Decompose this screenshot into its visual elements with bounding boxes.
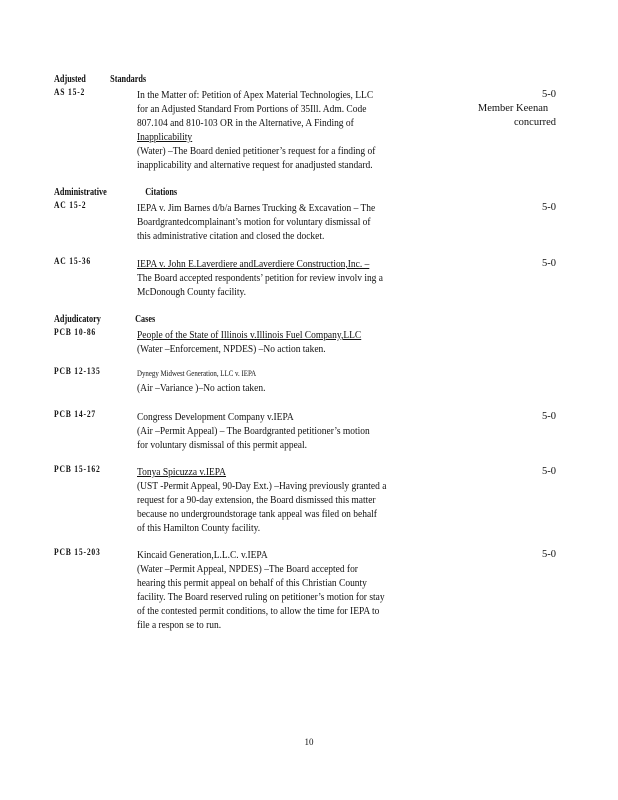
docket-number: PCB 12-135 — [54, 367, 101, 377]
vote-line: 5-0 — [542, 549, 556, 560]
case-line: of this Hamilton County facility. — [137, 522, 261, 534]
case-line: Dynegy Midwest Generation, LLC v. IEPA — [137, 369, 257, 378]
case-line: 807.104 and 810-103 OR in the Alternative, A Finding of — [137, 117, 354, 129]
docket-number: AC 15-2 — [54, 201, 87, 211]
vote-line: concurred — [514, 117, 556, 128]
heading-left: Adjudicatory — [54, 314, 101, 325]
vote-result — [470, 548, 556, 562]
section-heading-adjudicatory-cases — [54, 314, 156, 325]
docket-number: PCB 10-86 — [54, 328, 97, 338]
vote-line: 5-0 — [542, 411, 556, 422]
vote-result — [470, 465, 556, 479]
vote-result — [470, 257, 556, 271]
case-line: Kincaid Generation,L.L.C. v.IEPA — [137, 549, 268, 561]
case-line: of the contested permit conditions, to allow the time for IEPA to — [137, 605, 380, 617]
case-line: request for a 90-day extension, the Board dismissed this matter — [137, 494, 376, 506]
case-description — [137, 328, 449, 356]
case-line: Tonya Spicuzza v.IEPA — [137, 466, 227, 478]
vote-line: Member Keenan — [477, 103, 549, 114]
heading-left: Adjusted — [54, 74, 86, 85]
docket-number: AC 15-36 — [54, 257, 92, 267]
case-line: facility. The Board reserved ruling on petitioner’s motion for stay — [137, 591, 385, 603]
vote-line: 5-0 — [542, 202, 556, 213]
vote-line: 5-0 — [542, 466, 556, 477]
case-line: IEPA v. John E.Laverdiere andLaverdiere Construction,Inc. – — [137, 258, 370, 270]
case-description — [137, 88, 449, 172]
case-line: Inapplicability — [137, 131, 193, 143]
case-line: (Water –Permit Appeal, NPDES) –The Board accepted for — [137, 563, 358, 575]
case-line: because no undergroundstorage tank appeal was filed on behalf — [137, 508, 377, 520]
case-description — [137, 257, 449, 299]
case-line: this administrative citation and closed the docket. — [137, 230, 325, 242]
section-heading-adjusted-standards — [54, 74, 147, 85]
case-line: (Water –Enforcement, NPDES) –No action taken. — [137, 343, 326, 355]
section-heading-administrative-citations — [54, 187, 178, 198]
heading-right: Citations — [145, 187, 178, 198]
case-line: inapplicability and alternative request for anadjusted standard. — [137, 159, 373, 171]
vote-line: 5-0 — [542, 89, 556, 100]
case-line: (Water) –The Board denied petitioner’s request for a finding of — [137, 145, 376, 157]
page-number: 10 — [304, 737, 314, 747]
docket-number: PCB 14-27 — [54, 410, 97, 420]
case-line: Boardgrantedcomplainant’s motion for voluntary dismissal of — [137, 216, 371, 228]
case-description — [137, 367, 449, 395]
case-line: The Board accepted respondents’ petition for review involv ing a — [137, 272, 383, 284]
case-description — [137, 465, 449, 535]
vote-result — [470, 201, 556, 215]
case-line: file a respon se to run. — [137, 619, 222, 631]
docket-number: PCB 15-203 — [54, 548, 101, 558]
vote-result — [470, 410, 556, 424]
case-line: for voluntary dismissal of this permit appeal. — [137, 439, 307, 451]
docket-number: AS 15-2 — [54, 88, 86, 98]
case-line: People of the State of Illinois v.Illinois Fuel Company,LLC — [137, 329, 362, 341]
case-line: for an Adjusted Standard From Portions of 35Ill. Adm. Code — [137, 103, 367, 115]
case-line: (Air –Variance )–No action taken. — [137, 382, 266, 394]
case-line: hearing this permit appeal on behalf of this Christian County — [137, 577, 367, 589]
vote-result — [470, 88, 556, 130]
case-description — [137, 201, 449, 243]
case-line: In the Matter of: Petition of Apex Material Technologies, LLC — [137, 89, 374, 101]
vote-line: 5-0 — [542, 258, 556, 269]
case-line: McDonough County facility. — [137, 286, 246, 298]
heading-left: Administrative — [54, 187, 107, 198]
heading-right: Cases — [135, 314, 156, 325]
case-description — [137, 410, 449, 452]
case-line: (Air –Permit Appeal) – The Boardgranted petitioner’s motion — [137, 425, 370, 437]
heading-right: Standards — [110, 74, 147, 85]
case-description — [137, 548, 449, 632]
case-line: (UST -Permit Appeal, 90-Day Ext.) –Having previously granted a — [137, 480, 387, 492]
case-line: IEPA v. Jim Barnes d/b/a Barnes Trucking & Excavation – The — [137, 202, 376, 214]
docket-number: PCB 15-162 — [54, 465, 101, 475]
case-line: Congress Development Company v.IEPA — [137, 411, 294, 423]
